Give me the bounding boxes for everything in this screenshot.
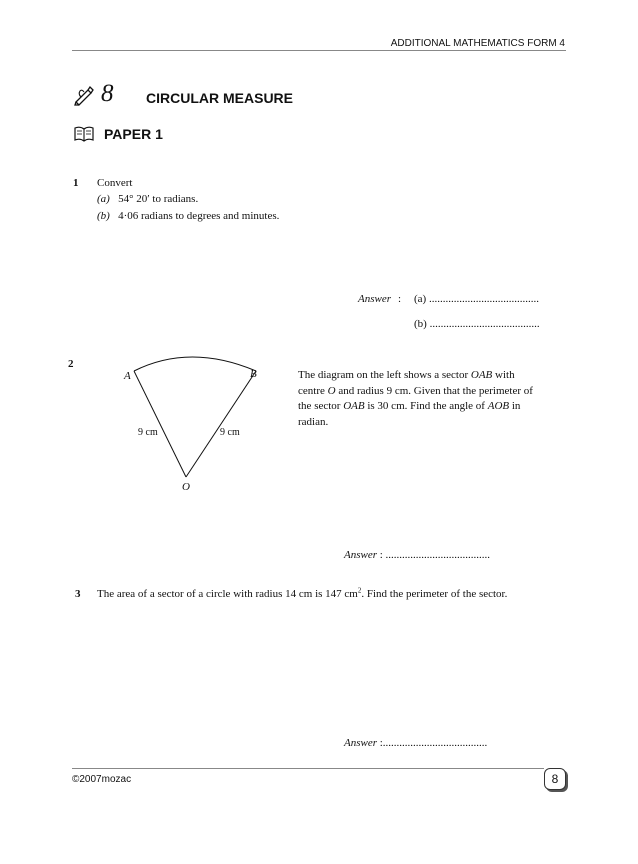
q2-text bbox=[298, 368, 558, 430]
footer-rule bbox=[72, 768, 544, 769]
radius-oa bbox=[134, 371, 186, 477]
chapter-number: 8 bbox=[101, 80, 114, 107]
point-a-label: A bbox=[124, 370, 131, 382]
q1-part-b-label: (b) bbox=[97, 210, 110, 222]
q3-superscript: 2 bbox=[357, 586, 362, 595]
radius-ob bbox=[186, 371, 256, 477]
copyright-text: ©2007mozac bbox=[72, 774, 132, 785]
header-rule bbox=[72, 50, 566, 51]
q1-part-a bbox=[97, 193, 198, 205]
open-book-icon bbox=[73, 125, 95, 143]
q1-answer-b-line[interactable]: (b) ........................................ bbox=[414, 318, 540, 330]
section-title: PAPER 1 bbox=[104, 126, 163, 142]
q2-line-2: centre O and radius 9 cm. Given that the perimeter of bbox=[298, 384, 533, 397]
sector-diagram bbox=[120, 355, 270, 495]
left-radius-label: 9 cm bbox=[138, 427, 158, 438]
page-number-badge: 8 bbox=[544, 768, 566, 790]
right-radius-label: 9 cm bbox=[220, 427, 240, 438]
q3-text: The area of a sector of a circle with radius 14 cm is 147 $cm^2$. Find the perimeter of the sector. bbox=[97, 586, 508, 600]
q1-part-b-text: 4·06 radians to degrees and minutes. bbox=[118, 210, 280, 222]
sector-arc bbox=[134, 357, 256, 371]
q2-number: 2 bbox=[68, 358, 74, 370]
q2-answer-line[interactable]: : ...................................... bbox=[377, 549, 491, 561]
q2-answer[interactable] bbox=[344, 549, 490, 561]
q3-answer-label: Answer bbox=[344, 737, 377, 749]
q1-answer-label: Answer bbox=[358, 293, 391, 305]
q2-line-4: radian. bbox=[298, 415, 329, 428]
q2-answer-label: Answer bbox=[344, 549, 377, 561]
q1-part-a-label: (a) bbox=[97, 193, 110, 205]
q2-line-3: the sector OAB is 30 cm. Find the angle of AOB in bbox=[298, 400, 521, 412]
q3-answer[interactable] bbox=[344, 737, 487, 749]
q3-number: 3 bbox=[75, 588, 81, 600]
writing-hand-icon bbox=[73, 84, 95, 106]
q1-prompt: Convert bbox=[97, 177, 133, 189]
q1-part-a-text: 54° 20′ to radians. bbox=[118, 193, 199, 205]
point-o-label: O bbox=[182, 481, 190, 493]
point-b-label: B bbox=[250, 368, 257, 380]
q3-answer-line[interactable]: :...................................... bbox=[377, 737, 488, 749]
running-header: ADDITIONAL MATHEMATICS FORM 4 bbox=[390, 38, 565, 49]
q1-answer-colon: : bbox=[398, 293, 402, 305]
chapter-title: CIRCULAR MEASURE bbox=[146, 90, 293, 106]
q1-answer-a-line[interactable]: (a) ........................................ bbox=[414, 293, 539, 305]
q1-number: 1 bbox=[73, 177, 79, 189]
q1-part-b bbox=[97, 210, 279, 222]
q2-line-1: The diagram on the left shows a sector OAB with bbox=[298, 369, 515, 381]
